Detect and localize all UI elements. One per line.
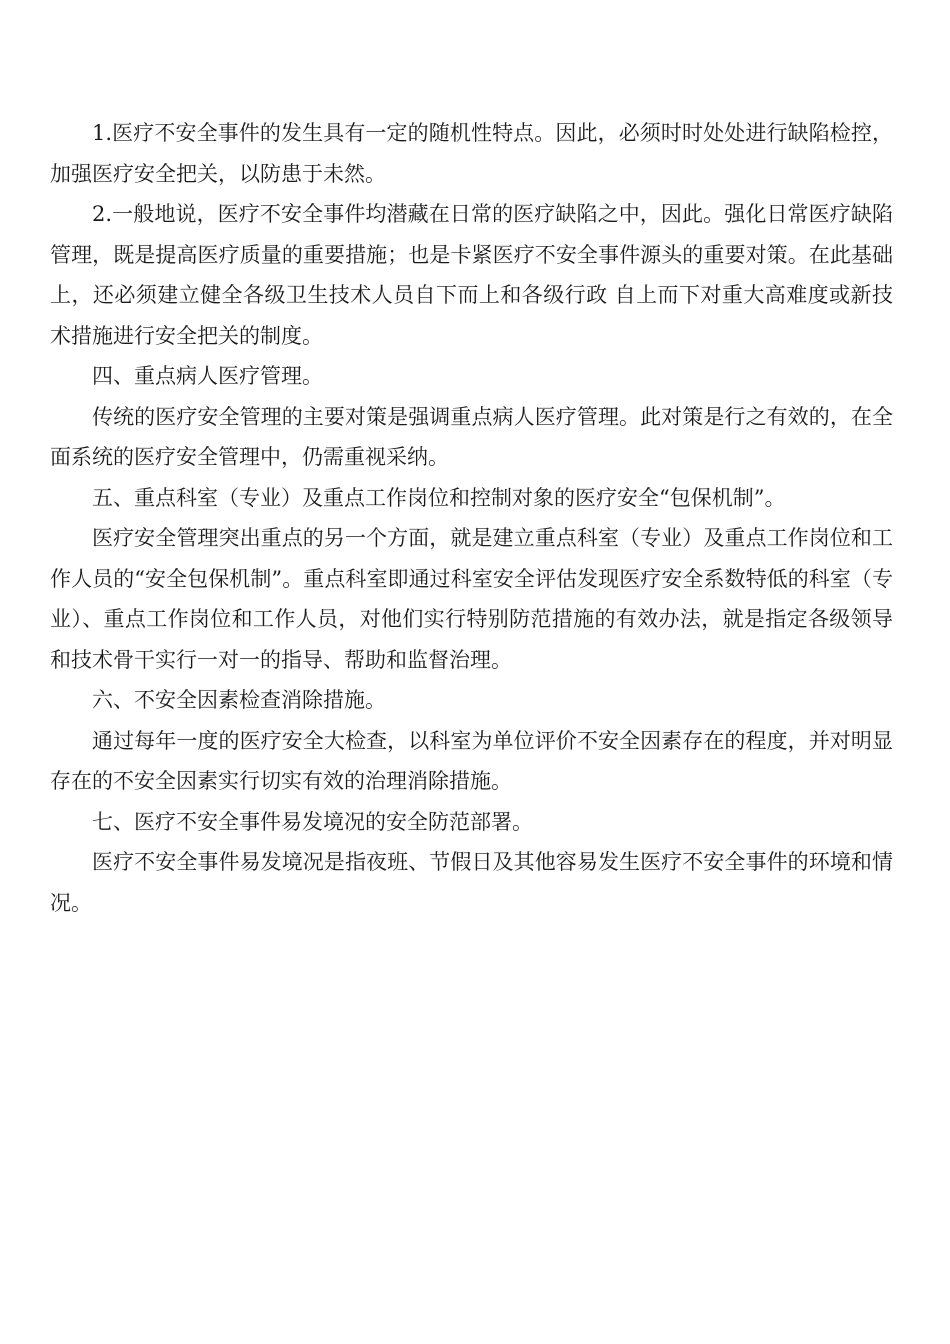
section-body-5: 医疗安全管理突出重点的另一个方面，就是建立重点科室（专业）及重点工作岗位和工作人员的“安全包保机制”。重点科室即通过科室安全评估发现医疗安全系数特低的科室（专业）、重点工作岗位和工作人员，对他们实行特别防范措施的有效办法，就是指定各级领导和技术骨干实行一对一的指导、帮助和监督治理。 — [50, 526, 893, 672]
section-heading-4: 四、重点病人医疗管理。 — [92, 364, 323, 388]
section-heading-5: 五、重点科室（专业）及重点工作岗位和控制对象的医疗安全“包保机制”。 — [92, 485, 786, 510]
document-body — [50, 113, 893, 923]
paragraph-item-1: 1.医疗不安全事件的发生具有一定的随机性特点。因此，必须时时处处进行缺陷检控，加强医疗安全把关，以防患于未然。 — [50, 121, 893, 186]
section-heading-6: 六、不安全因素检查消除措施。 — [92, 688, 386, 712]
section-heading-7: 七、医疗不安全事件易发境况的安全防范部署。 — [92, 809, 533, 834]
section-body-7: 医疗不安全事件易发境况是指夜班、节假日及其他容易发生医疗不安全事件的环境和情况。 — [50, 850, 893, 915]
paragraph-item-2: 2.一般地说，医疗不安全事件均潜藏在日常的医疗缺陷之中，因此。强化日常医疗缺陷管理，既是提高医疗质量的重要措施；也是卡紧医疗不安全事件源头的重要对策。在此基础上，还必须建立健全各级卫生技术人员自下而上和各级行政 自上而下对重大高难度或新技术措施进行安全把关的制度。 — [50, 202, 893, 348]
section-body-6: 通过每年一度的医疗安全大检查，以科室为单位评价不安全因素存在的程度，并对明显存在的不安全因素实行切实有效的治理消除措施。 — [50, 728, 893, 793]
section-body-4: 传统的医疗安全管理的主要对策是强调重点病人医疗管理。此对策是行之有效的，在全面系统的医疗安全管理中，仍需重视采纳。 — [50, 404, 893, 469]
